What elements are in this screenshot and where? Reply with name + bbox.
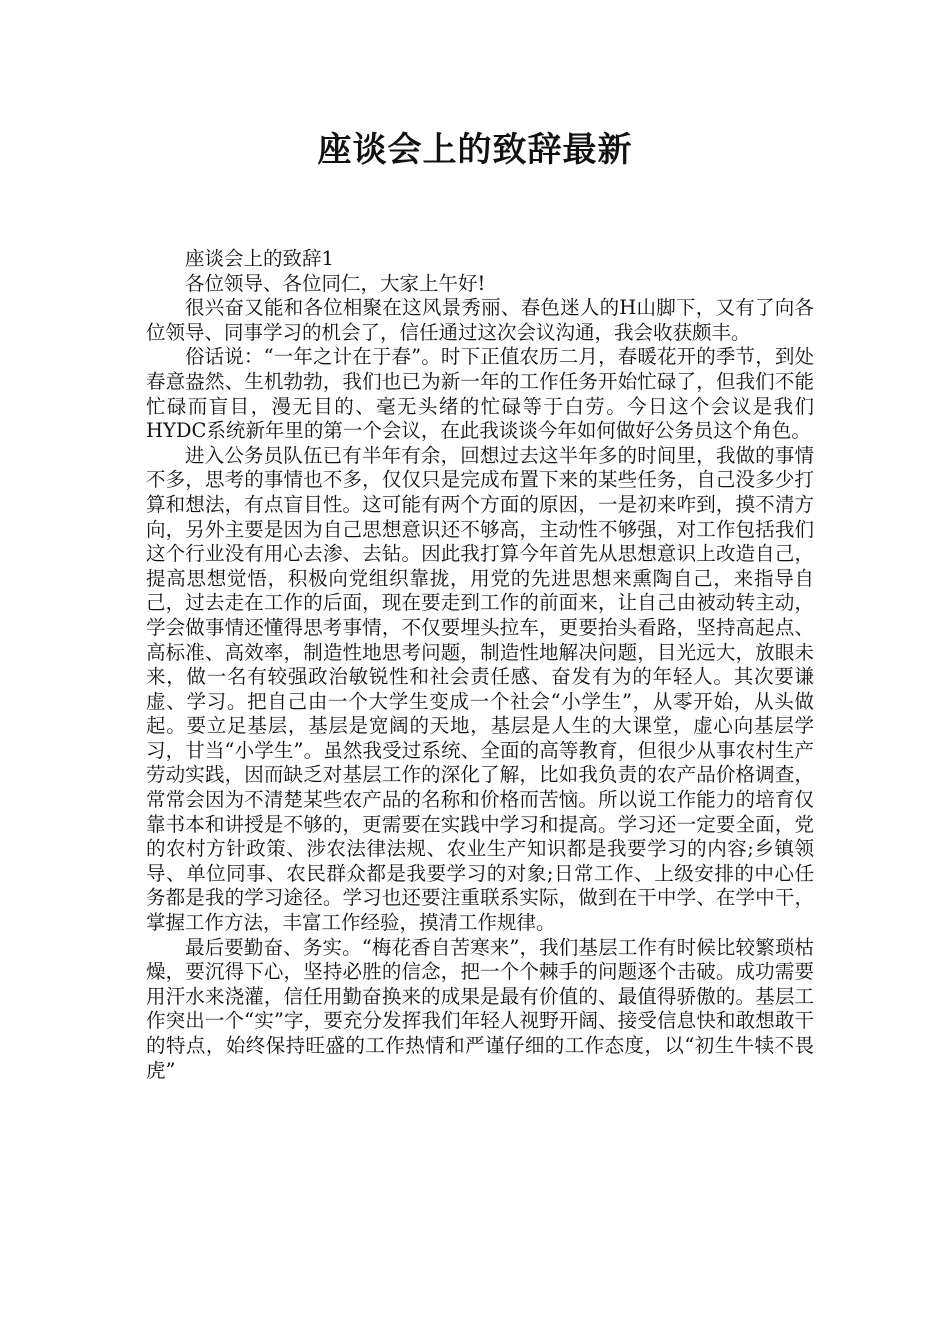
document-title: 座谈会上的致辞最新 xyxy=(317,130,633,170)
paragraph-proverb: 俗话说：“一年之计在于春”。时下正值农历二月，春暖花开的季节，到处春意盎然、生机勃勃，我们也已为新一年的工作任务开始忙碌了，但我们不能忙碌而盲目，漫无目的、毫无头绪的忙碌等于白劳。今日这个会议是我们HYDC系统新年里的第一个会议，在此我谈谈今年如何做好公务员这个角色。 xyxy=(146,345,814,443)
paragraph-intro: 很兴奋又能和各位相聚在这风景秀丽、春色迷人的H山脚下，又有了向各位领导、同事学习的机会了，信任通过这次会议沟通，我会收获颇丰。 xyxy=(146,296,814,344)
document-body xyxy=(146,247,814,1083)
paragraph-greeting: 各位领导、各位同仁，大家上午好! xyxy=(185,271,486,295)
paragraph-reflection: 进入公务员队伍已有半年有余，回想过去这半年多的时间里，我做的事情不多，思考的事情也不多，仅仅只是完成布置下来的某些任务，自己没多少打算和想法，有点盲目性。这可能有两个方面的原因，一是初来咋到，摸不清方向，另外主要是因为自己思想意识还不够高，主动性不够强，对工作包括我们这个行业没有用心去渗、去钻。因此我打算今年首先从思想意识上改造自己，提高思想觉悟，积极向党组织靠拢，用党的先进思想来熏陶自己，来指导自己，过去走在工作的后面，现在要走到工作的前面来，让自己由被动转主动，学会做事情还懂得思考事情，不仅要埋头拉车，更要抬头看路，坚持高起点、高标准、高效率，制造性地思考问题，制造性地解决问题，目光远大，放眼未来，做一名有较强政治敏锐性和社会责任感、奋发有为的年轻人。其次要谦虚、学习。把自己由一个大学生变成一个社会“小学生”，从零开始，从头做起。要立足基层，基层是宽阔的天地，基层是人生的大课堂，虚心向基层学习，甘当“小学生”。虽然我受过系统、全面的高等教育，但很少从事农村生产劳动实践，因而缺乏对基层工作的深化了解，比如我负责的农产品价格调查，常常会因为不清楚某些农产品的名称和价格而苦恼。所以说工作能力的培育仅靠书本和讲授是不够的，更需要在实践中学习和提高。学习还一定要全面，党的农村方针政策、涉农法律法规、农业生产知识都是我要学习的内容;乡镇领导、单位同事、农民群众都是我要学习的对象;日常工作、上级安排的中心任务都是我的学习途径。学习也还要注重联系实际，做到在干中学、在学中干，掌握工作方法，丰富工作经验，摸清工作规律。 xyxy=(146,443,814,935)
paragraph-subtitle: 座谈会上的致辞1 xyxy=(185,247,334,270)
paragraph-diligence: 最后要勤奋、务实。“梅花香自苦寒来”，我们基层工作有时候比较繁琐枯燥，要沉得下心，坚持必胜的信念，把一个个棘手的问题逐个击破。成功需要用汗水来浇灌，信任用勤奋换来的成果是最有价值的、最值得骄傲的。基层工作突出一个“实”字，要充分发挥我们年轻人视野开阔、接受信息快和敢想敢干的特点，始终保持旺盛的工作热情和严谨仔细的工作态度，以“初生牛犊不畏虎” xyxy=(146,935,814,1082)
